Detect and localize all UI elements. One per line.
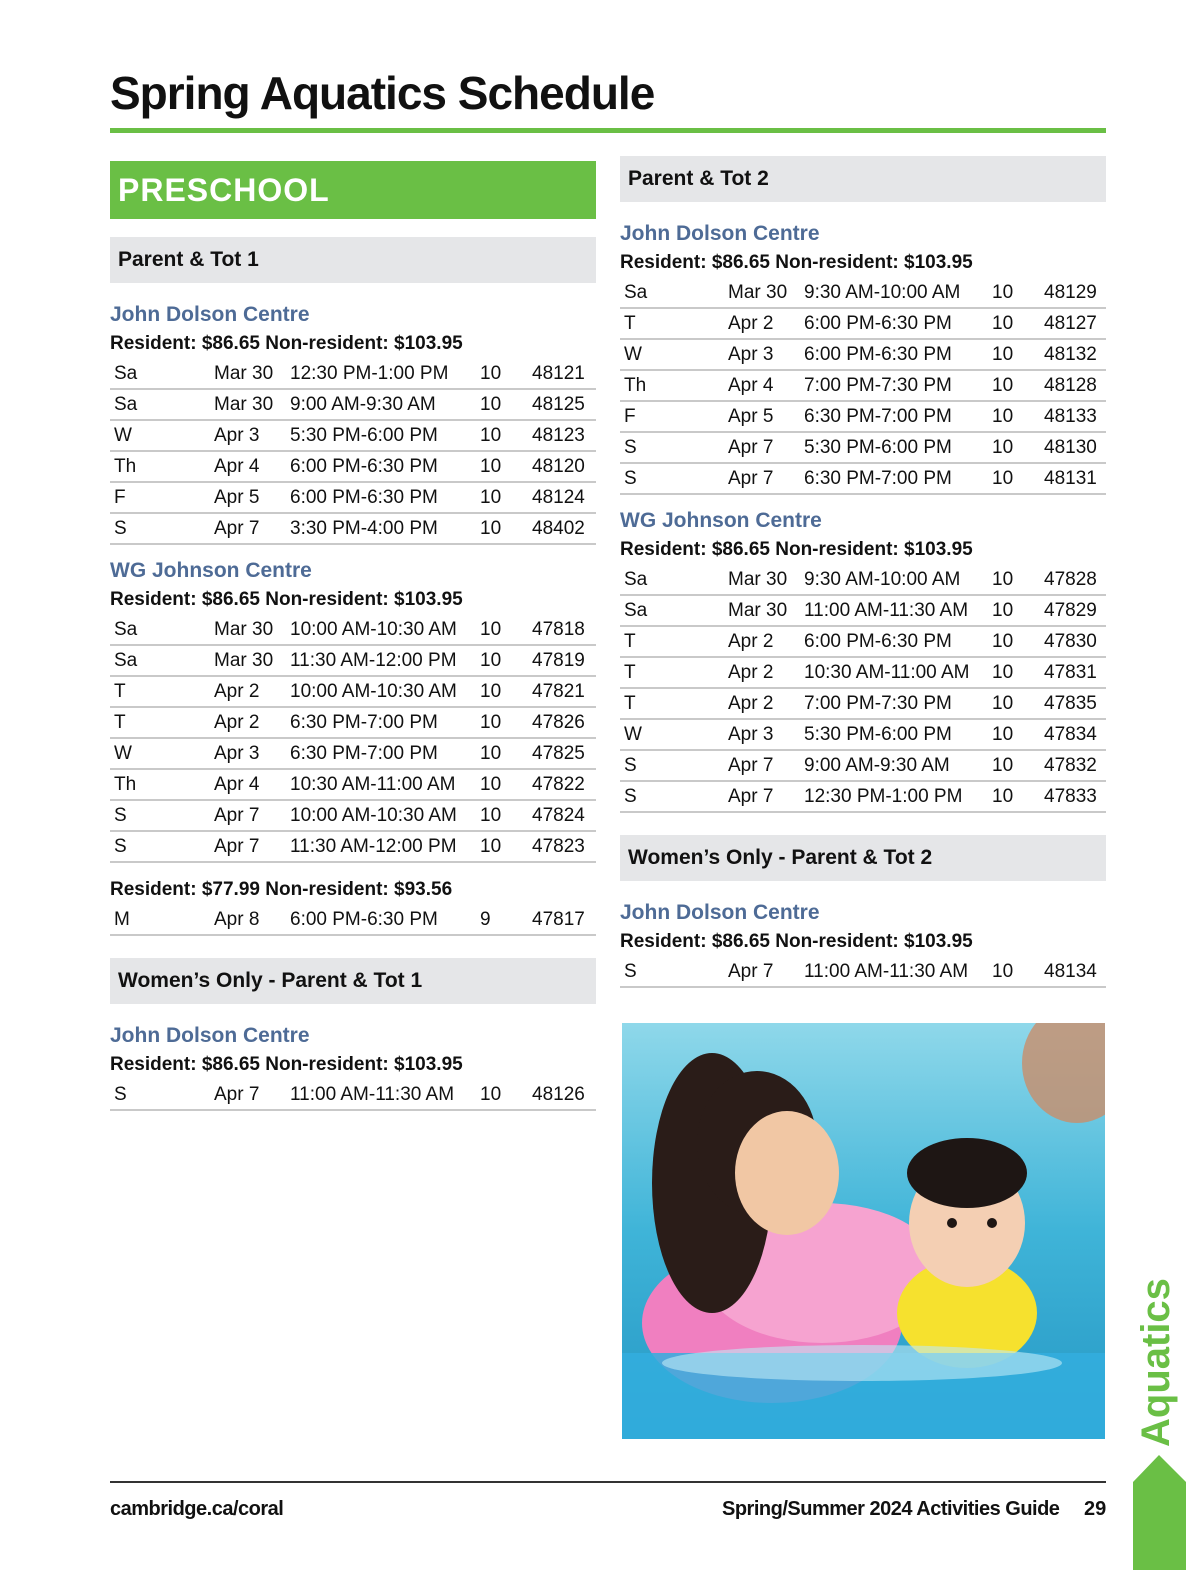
table-row — [620, 688, 1106, 719]
program-section — [110, 237, 596, 936]
course-code-cell: 48130 — [1044, 432, 1106, 463]
side-tab-arrow-icon — [1133, 1455, 1186, 1570]
price-line: Resident: $86.65 Non-resident: $103.95 — [110, 589, 463, 610]
time-cell: 5:30 PM-6:00 PM — [290, 420, 480, 451]
time-cell: 6:00 PM-6:30 PM — [804, 308, 992, 339]
time-cell: 11:00 AM-11:30 AM — [804, 957, 992, 987]
course-code-cell: 48402 — [532, 513, 596, 544]
time-cell: 11:00 AM-11:30 AM — [804, 595, 992, 626]
schedule-table — [110, 615, 596, 863]
time-cell: 12:30 PM-1:00 PM — [804, 781, 992, 812]
time-cell: 6:00 PM-6:30 PM — [804, 339, 992, 370]
table-row — [620, 626, 1106, 657]
day-cell: Sa — [110, 389, 214, 420]
day-cell: T — [110, 676, 214, 707]
location-section — [110, 557, 596, 936]
location-section — [620, 220, 1106, 495]
location-name: John Dolson Centre — [620, 222, 820, 245]
sessions-cell: 10 — [992, 626, 1044, 657]
time-cell: 6:00 PM-6:30 PM — [290, 905, 480, 935]
table-row — [620, 432, 1106, 463]
sessions-cell: 10 — [480, 831, 532, 862]
date-cell: Apr 7 — [728, 463, 804, 494]
side-tab-label: Aquatics — [1134, 1278, 1178, 1447]
date-cell: Apr 2 — [728, 308, 804, 339]
day-cell: S — [110, 831, 214, 862]
day-cell: W — [620, 719, 728, 750]
time-cell: 10:00 AM-10:30 AM — [290, 800, 480, 831]
sessions-cell: 10 — [480, 800, 532, 831]
day-cell: Sa — [110, 645, 214, 676]
sessions-cell: 10 — [992, 339, 1044, 370]
price-line: Resident: $86.65 Non-resident: $103.95 — [110, 1054, 463, 1075]
price-block — [110, 875, 596, 936]
course-code-cell: 48123 — [532, 420, 596, 451]
course-code-cell: 47819 — [532, 645, 596, 676]
sessions-cell: 10 — [992, 719, 1044, 750]
parent-and-baby-swimming-photo — [622, 1023, 1105, 1439]
date-cell: Apr 3 — [728, 339, 804, 370]
sessions-cell: 9 — [480, 905, 532, 935]
table-row — [620, 463, 1106, 494]
time-cell: 11:30 AM-12:00 PM — [290, 645, 480, 676]
day-cell: T — [620, 626, 728, 657]
sessions-cell: 10 — [992, 750, 1044, 781]
date-cell: Apr 2 — [728, 626, 804, 657]
sessions-cell: 10 — [992, 595, 1044, 626]
day-cell: F — [110, 482, 214, 513]
table-row — [110, 800, 596, 831]
course-code-cell: 47825 — [532, 738, 596, 769]
course-code-cell: 48133 — [1044, 401, 1106, 432]
sessions-cell: 10 — [480, 707, 532, 738]
time-cell: 6:00 PM-6:30 PM — [804, 626, 992, 657]
course-code-cell: 48124 — [532, 482, 596, 513]
date-cell: Apr 7 — [214, 800, 290, 831]
day-cell: S — [620, 432, 728, 463]
table-row — [110, 420, 596, 451]
date-cell: Apr 3 — [214, 420, 290, 451]
location-name: WG Johnson Centre — [620, 509, 822, 532]
course-code-cell: 48129 — [1044, 278, 1106, 308]
course-code-cell: 48134 — [1044, 957, 1106, 987]
table-row — [110, 451, 596, 482]
time-cell: 9:30 AM-10:00 AM — [804, 565, 992, 595]
table-row — [110, 645, 596, 676]
time-cell: 9:00 AM-9:30 AM — [804, 750, 992, 781]
day-cell: Sa — [620, 278, 728, 308]
table-row — [620, 657, 1106, 688]
time-cell: 5:30 PM-6:00 PM — [804, 719, 992, 750]
date-cell: Apr 7 — [214, 1080, 290, 1110]
price-line: Resident: $86.65 Non-resident: $103.95 — [620, 931, 973, 952]
course-code-cell: 47821 — [532, 676, 596, 707]
course-code-cell: 47817 — [532, 905, 596, 935]
course-code-cell: 47835 — [1044, 688, 1106, 719]
time-cell: 7:00 PM-7:30 PM — [804, 688, 992, 719]
date-cell: Apr 8 — [214, 905, 290, 935]
price-line: Resident: $86.65 Non-resident: $103.95 — [620, 539, 973, 560]
course-code-cell: 47834 — [1044, 719, 1106, 750]
date-cell: Apr 3 — [214, 738, 290, 769]
date-cell: Apr 4 — [728, 370, 804, 401]
date-cell: Apr 2 — [214, 707, 290, 738]
day-cell: S — [620, 781, 728, 812]
course-code-cell: 47831 — [1044, 657, 1106, 688]
location-section — [620, 899, 1106, 988]
date-cell: Apr 5 — [214, 482, 290, 513]
sessions-cell: 10 — [480, 645, 532, 676]
sessions-cell: 10 — [992, 308, 1044, 339]
left-column — [110, 161, 596, 1133]
table-row — [620, 719, 1106, 750]
course-code-cell: 48126 — [532, 1080, 596, 1110]
day-cell: S — [110, 1080, 214, 1110]
sessions-cell: 10 — [992, 565, 1044, 595]
schedule-table — [620, 565, 1106, 813]
price-block — [110, 329, 596, 545]
program-section — [110, 958, 596, 1111]
price-line: Resident: $86.65 Non-resident: $103.95 — [620, 252, 973, 273]
table-row — [110, 482, 596, 513]
date-cell: Mar 30 — [728, 565, 804, 595]
time-cell: 11:30 AM-12:00 PM — [290, 831, 480, 862]
course-code-cell: 48128 — [1044, 370, 1106, 401]
sessions-cell: 10 — [992, 781, 1044, 812]
time-cell: 6:00 PM-6:30 PM — [290, 482, 480, 513]
time-cell: 6:30 PM-7:00 PM — [290, 738, 480, 769]
course-code-cell: 48127 — [1044, 308, 1106, 339]
course-code-cell: 47818 — [532, 615, 596, 645]
sessions-cell: 10 — [992, 401, 1044, 432]
date-cell: Apr 7 — [214, 513, 290, 544]
date-cell: Mar 30 — [728, 595, 804, 626]
day-cell: W — [110, 420, 214, 451]
page-title: Spring Aquatics Schedule — [110, 67, 655, 119]
course-code-cell: 47832 — [1044, 750, 1106, 781]
sessions-cell: 10 — [992, 370, 1044, 401]
schedule-table — [110, 905, 596, 936]
sessions-cell: 10 — [480, 451, 532, 482]
day-cell: Sa — [620, 565, 728, 595]
price-block — [620, 927, 1106, 988]
day-cell: Sa — [620, 595, 728, 626]
sessions-cell: 10 — [480, 359, 532, 389]
date-cell: Apr 4 — [214, 451, 290, 482]
price-line: Resident: $86.65 Non-resident: $103.95 — [110, 333, 463, 354]
sessions-cell: 10 — [480, 676, 532, 707]
program-header: Parent & Tot 2 — [620, 156, 1106, 202]
table-row — [620, 957, 1106, 987]
time-cell: 10:30 AM-11:00 AM — [290, 769, 480, 800]
table-row — [620, 401, 1106, 432]
location-name: John Dolson Centre — [110, 303, 310, 326]
schedule-table — [620, 278, 1106, 495]
day-cell: T — [620, 308, 728, 339]
date-cell: Mar 30 — [214, 615, 290, 645]
sessions-cell: 10 — [992, 278, 1044, 308]
date-cell: Mar 30 — [214, 389, 290, 420]
program-header: Women’s Only - Parent & Tot 1 — [110, 958, 596, 1004]
sessions-cell: 10 — [480, 769, 532, 800]
date-cell: Apr 2 — [214, 676, 290, 707]
course-code-cell: 47830 — [1044, 626, 1106, 657]
table-row — [620, 278, 1106, 308]
sessions-cell: 10 — [992, 957, 1044, 987]
left-programs — [110, 237, 596, 1111]
price-block — [110, 1050, 596, 1111]
location-section — [110, 1022, 596, 1111]
date-cell: Apr 2 — [728, 657, 804, 688]
time-cell: 10:00 AM-10:30 AM — [290, 676, 480, 707]
course-code-cell: 47824 — [532, 800, 596, 831]
day-cell: T — [620, 688, 728, 719]
table-row — [110, 359, 596, 389]
program-section — [620, 156, 1106, 813]
program-header: Parent & Tot 1 — [110, 237, 596, 283]
table-row — [620, 565, 1106, 595]
table-row — [110, 1080, 596, 1110]
price-line: Resident: $77.99 Non-resident: $93.56 — [110, 879, 453, 900]
date-cell: Mar 30 — [728, 278, 804, 308]
course-code-cell: 48120 — [532, 451, 596, 482]
location-section — [110, 301, 596, 545]
course-code-cell: 47826 — [532, 707, 596, 738]
date-cell: Apr 2 — [728, 688, 804, 719]
time-cell: 6:00 PM-6:30 PM — [290, 451, 480, 482]
price-block — [620, 248, 1106, 495]
title-rule — [110, 128, 1106, 133]
day-cell: Th — [620, 370, 728, 401]
day-cell: T — [110, 707, 214, 738]
table-row — [620, 781, 1106, 812]
course-code-cell: 47822 — [532, 769, 596, 800]
day-cell: Sa — [110, 615, 214, 645]
program-section — [620, 835, 1106, 988]
course-code-cell: 47829 — [1044, 595, 1106, 626]
day-cell: S — [620, 957, 728, 987]
day-cell: S — [110, 513, 214, 544]
time-cell: 10:30 AM-11:00 AM — [804, 657, 992, 688]
date-cell: Mar 30 — [214, 645, 290, 676]
time-cell: 7:00 PM-7:30 PM — [804, 370, 992, 401]
day-cell: M — [110, 905, 214, 935]
table-row — [620, 339, 1106, 370]
date-cell: Apr 5 — [728, 401, 804, 432]
schedule-table — [620, 957, 1106, 988]
price-block — [110, 585, 596, 863]
course-code-cell: 48131 — [1044, 463, 1106, 494]
course-code-cell: 48132 — [1044, 339, 1106, 370]
table-row — [620, 308, 1106, 339]
time-cell: 5:30 PM-6:00 PM — [804, 432, 992, 463]
course-code-cell: 47828 — [1044, 565, 1106, 595]
course-code-cell: 47823 — [532, 831, 596, 862]
table-row — [110, 831, 596, 862]
time-cell: 12:30 PM-1:00 PM — [290, 359, 480, 389]
date-cell: Apr 7 — [728, 750, 804, 781]
date-cell: Mar 30 — [214, 359, 290, 389]
day-cell: F — [620, 401, 728, 432]
location-name: John Dolson Centre — [620, 901, 820, 924]
sessions-cell: 10 — [992, 657, 1044, 688]
date-cell: Apr 4 — [214, 769, 290, 800]
table-row — [110, 513, 596, 544]
date-cell: Apr 7 — [728, 781, 804, 812]
table-row — [620, 595, 1106, 626]
page-number: 29 — [1084, 1498, 1107, 1520]
right-programs — [620, 156, 1106, 988]
time-cell: 9:30 AM-10:00 AM — [804, 278, 992, 308]
footer-rule — [110, 1481, 1106, 1483]
schedule-table — [110, 359, 596, 545]
sessions-cell: 10 — [992, 432, 1044, 463]
location-name: WG Johnson Centre — [110, 559, 312, 582]
table-row — [620, 750, 1106, 781]
location-name: John Dolson Centre — [110, 1024, 310, 1047]
location-section — [620, 507, 1106, 813]
date-cell: Apr 7 — [728, 957, 804, 987]
table-row — [110, 769, 596, 800]
sessions-cell: 10 — [992, 463, 1044, 494]
course-code-cell: 48121 — [532, 359, 596, 389]
day-cell: Th — [110, 769, 214, 800]
footer-guide-title: Spring/Summer 2024 Activities Guide — [722, 1498, 1060, 1520]
sessions-cell: 10 — [480, 615, 532, 645]
course-code-cell: 47833 — [1044, 781, 1106, 812]
price-block — [620, 535, 1106, 813]
time-cell: 10:00 AM-10:30 AM — [290, 615, 480, 645]
table-row — [620, 370, 1106, 401]
table-row — [110, 905, 596, 935]
time-cell: 6:30 PM-7:00 PM — [804, 401, 992, 432]
day-cell: S — [110, 800, 214, 831]
sessions-cell: 10 — [480, 1080, 532, 1110]
sessions-cell: 10 — [480, 513, 532, 544]
day-cell: Sa — [110, 359, 214, 389]
schedule-table — [110, 1080, 596, 1111]
date-cell: Apr 3 — [728, 719, 804, 750]
footer-url: cambridge.ca/coral — [110, 1498, 284, 1520]
date-cell: Apr 7 — [214, 831, 290, 862]
sessions-cell: 10 — [480, 482, 532, 513]
section-banner-preschool: PRESCHOOL — [110, 161, 596, 219]
sessions-cell: 10 — [480, 420, 532, 451]
sessions-cell: 10 — [992, 688, 1044, 719]
table-row — [110, 615, 596, 645]
time-cell: 6:30 PM-7:00 PM — [290, 707, 480, 738]
time-cell: 3:30 PM-4:00 PM — [290, 513, 480, 544]
sessions-cell: 10 — [480, 389, 532, 420]
date-cell: Apr 7 — [728, 432, 804, 463]
photo-illustration — [622, 1023, 1105, 1439]
day-cell: W — [110, 738, 214, 769]
course-code-cell: 48125 — [532, 389, 596, 420]
right-column — [620, 156, 1106, 1010]
time-cell: 9:00 AM-9:30 AM — [290, 389, 480, 420]
table-row — [110, 707, 596, 738]
table-row — [110, 738, 596, 769]
day-cell: S — [620, 463, 728, 494]
table-row — [110, 676, 596, 707]
program-header: Women’s Only - Parent & Tot 2 — [620, 835, 1106, 881]
table-row — [110, 389, 596, 420]
time-cell: 11:00 AM-11:30 AM — [290, 1080, 480, 1110]
sessions-cell: 10 — [480, 738, 532, 769]
day-cell: Th — [110, 451, 214, 482]
day-cell: T — [620, 657, 728, 688]
day-cell: W — [620, 339, 728, 370]
day-cell: S — [620, 750, 728, 781]
time-cell: 6:30 PM-7:00 PM — [804, 463, 992, 494]
